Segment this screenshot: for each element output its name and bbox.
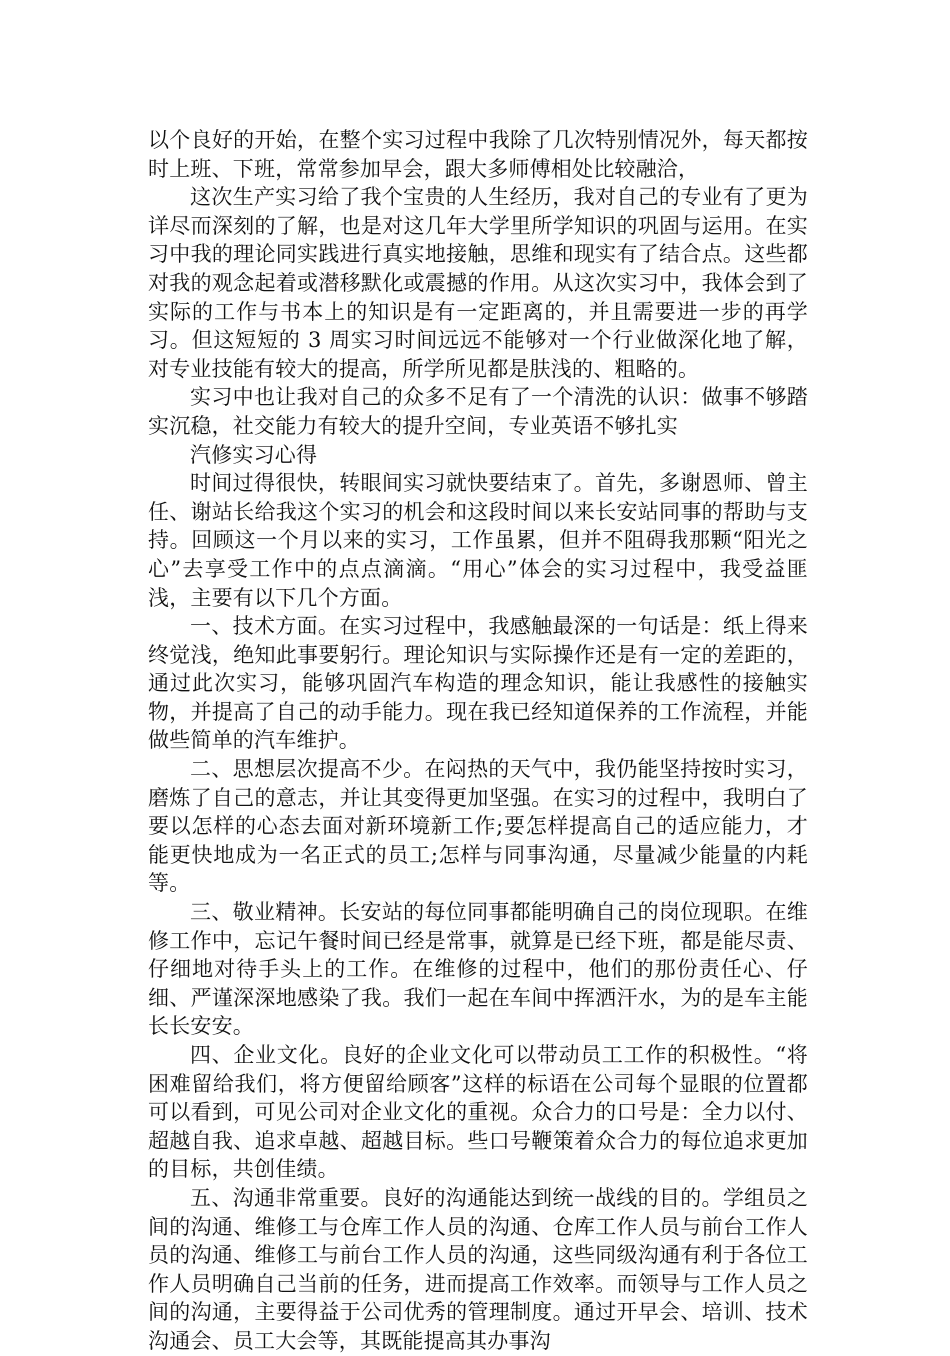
paragraph-corporate-culture: 四、企业文化。良好的企业文化可以带动员工工作的积极性。“将困难留给我们，将方便留给顾客”这样的标语在公司每个显眼的位置都可以看到，可见公司对企业文化的重视。众合力的口号是：全力以付、超越自我、追求卓越、超越目标。些口号鞭策着众合力的每位追求更加的目标，共创佳绩。 xyxy=(148,1043,808,1182)
paragraph-dedication: 三、敬业精神。长安站的每位同事都能明确自己的岗位现职。在维修工作中，忘记午餐时间已经是常事，就算是已经下班，都是能尽责、仔细地对待手头上的工作。在维修的过程中，他们的那份责任心、仔细、严谨深深地感染了我。我们一起在车间中挥洒汗水，为的是车主能长长安安。 xyxy=(148,900,808,1039)
paragraph-communication: 五、沟通非常重要。良好的沟通能达到统一战线的目的。学组员之间的沟通、维修工与仓库工作人员的沟通、仓库工作人员与前台工作人员的沟通、维修工与前台工作人员的沟通，这些同级沟通有利于各位工作人员明确自己当前的任务，进而提高工作效率。而领导与工作人员之间的沟通，主要得益于公司优秀的管理制度。通过开早会、培训、技术沟通会、员工大会等，其既能提高其办事沟 xyxy=(148,1185,808,1353)
paragraph-continued: 以个良好的开始，在整个实习过程中我除了几次特别情况外，每天都按时上班、下班，常常参加早会，跟大多师傅相处比较融洽， xyxy=(148,128,808,181)
paragraph-mindset: 二、思想层次提高不少。在闷热的天气中，我仍能坚持按时实习，磨炼了自己的意志，并让其变得更加坚强。在实习的过程中，我明白了要以怎样的心态去面对新环境新工作;要怎样提高自己的适应能力，才能更快地成为一名正式的员工;怎样与同事沟通，尽量减少能量的内耗等。 xyxy=(148,757,808,896)
paragraph-intro: 时间过得很快，转眼间实习就快要结束了。首先，多谢恩师、曾主任、谢站长给我这个实习的机会和这段时间以来长安站同事的帮助与支持。回顾这一个月以来的实习，工作虽累，但并不阻碍我那颗“阳光之心”去享受工作中的点点滴滴。“用心”体会的实习过程中，我受益匪浅，主要有以下几个方面。 xyxy=(148,471,808,610)
paragraph-shortcomings: 实习中也让我对自己的众多不足有了一个清洗的认识：做事不够踏实沉稳，社交能力有较大的提升空间，专业英语不够扎实 xyxy=(148,385,808,438)
paragraph-technical: 一、技术方面。在实习过程中，我感触最深的一句话是：纸上得来终觉浅，绝知此事要躬行。理论知识与实际操作还是有一定的差距的，通过此次实习，能够巩固汽车构造的理念知识，能让我感性的接触实物，并提高了自己的动手能力。现在我已经知道保养的工作流程，并能做些简单的汽车维护。 xyxy=(148,614,808,753)
section-heading: 汽修实习心得 xyxy=(190,442,318,467)
paragraph-internship-experience: 这次生产实习给了我个宝贵的人生经历，我对自己的专业有了更为详尽而深刻的了解，也是对这几年大学里所学知识的巩固与运用。在实习中我的理论同实践进行真实地接触，思维和现实有了结合点。这些都对我的观念起着或潜移默化或震撼的作用。从这次实习中，我体会到了实际的工作与书本上的知识是有一定距离的，并且需要进一步的再学习。但这短短的 3 周实习时间远远不能够对一个行业做深化地了解，对专业技能有较大的提高，所学所见都是肤浅的、粗略的。 xyxy=(148,185,808,381)
document-body xyxy=(148,126,808,1356)
